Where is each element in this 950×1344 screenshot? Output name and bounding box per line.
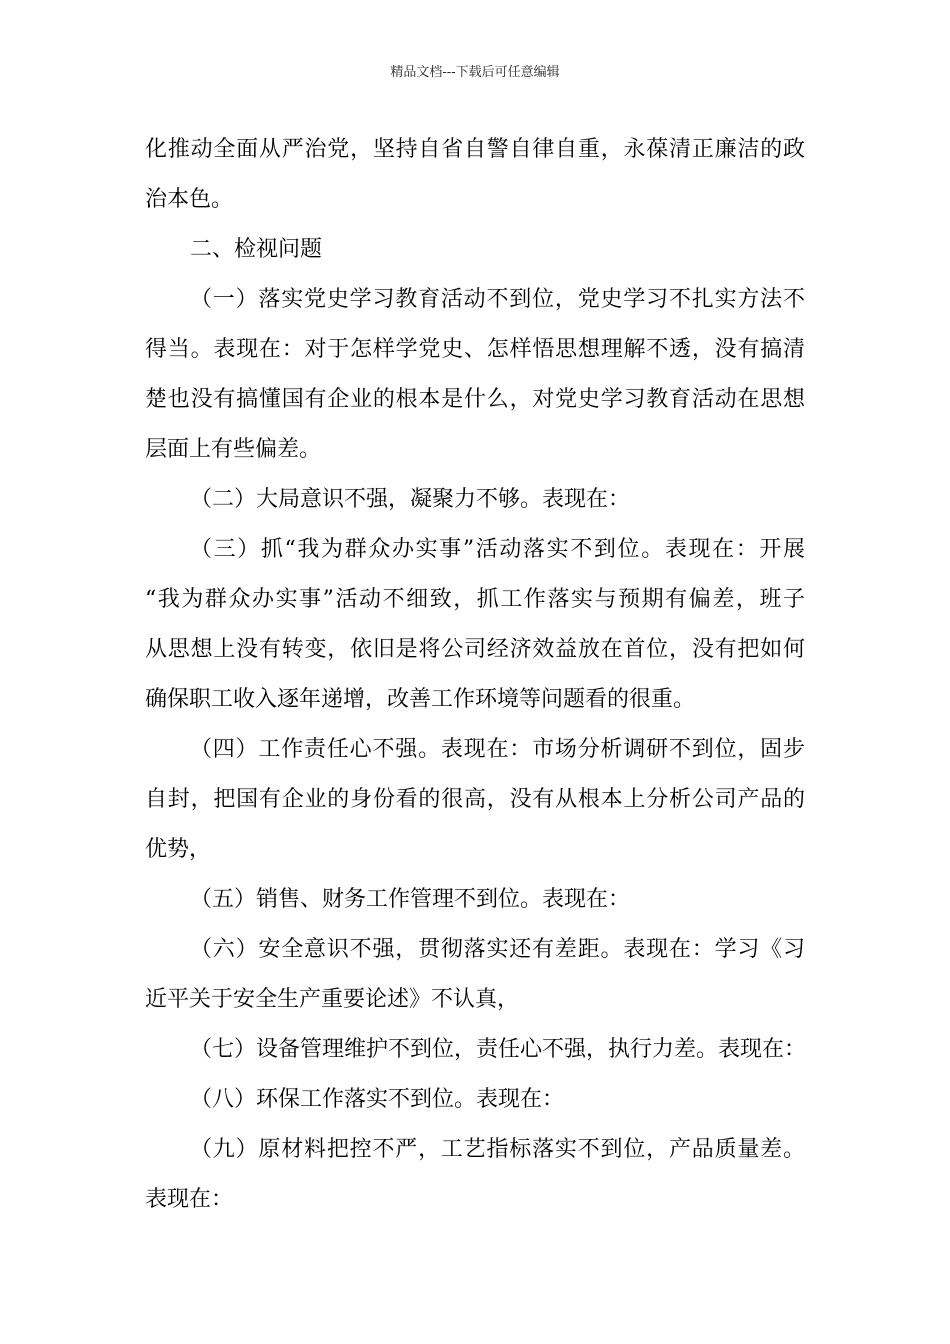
body-text-line: （一）落实党史学习教育活动不到位，党史学习不扎实方法不 [190, 287, 805, 312]
body-text-line: （二）大局意识不强，凝聚力不够。表现在： [190, 487, 631, 512]
body-text-line: （七）设备管理维护不到位，责任心不强，执行力差。表现在： [190, 1037, 807, 1062]
body-text-line: 化推动全面从严治党，坚持自省自警自律自重，永葆清正廉洁的政 [145, 137, 805, 162]
body-text-line: 从思想上没有转变，依旧是将公司经济效益放在首位，没有把如何 [145, 637, 805, 662]
body-text-line: 治本色。 [145, 187, 234, 212]
body-text-line: 表现在： [145, 1187, 234, 1212]
body-text-line: 确保职工收入逐年递增，改善工作环境等问题看的很重。 [145, 687, 696, 712]
body-text-line: 近平关于安全生产重要论述》不认真， [145, 987, 520, 1012]
body-text-line: （六）安全意识不强，贯彻落实还有差距。表现在：学习《习 [190, 937, 805, 962]
body-text-line: 层面上有些偏差。 [145, 437, 322, 462]
body-text-line: 得当。表现在：对于怎样学党史、怎样悟思想理解不透，没有搞清 [145, 337, 805, 362]
body-text-line: 优势， [145, 837, 212, 862]
page-header: 精品文档---下载后可任意编辑 [390, 65, 560, 80]
body-text-line: （八）环保工作落实不到位。表现在： [190, 1087, 565, 1112]
body-text-line: （三）抓“我为群众办实事”活动落实不到位。表现在：开展 [190, 537, 805, 562]
body-text-line: （四）工作责任心不强。表现在：市场分析调研不到位，固步 [190, 737, 805, 762]
body-text-line: 楚也没有搞懂国有企业的根本是什么，对党史学习教育活动在思想 [145, 387, 805, 412]
section-heading: 二、检视问题 [190, 237, 323, 262]
body-text-line: （九）原材料把控不严，工艺指标落实不到位，产品质量差。 [190, 1137, 805, 1162]
body-text-line: 自封，把国有企业的身份看的很高，没有从根本上分析公司产品的 [145, 787, 805, 812]
body-text-line: “我为群众办实事”活动不细致，抓工作落实与预期有偏差，班子 [145, 587, 805, 612]
body-text-line: （五）销售、财务工作管理不到位。表现在： [190, 887, 631, 912]
